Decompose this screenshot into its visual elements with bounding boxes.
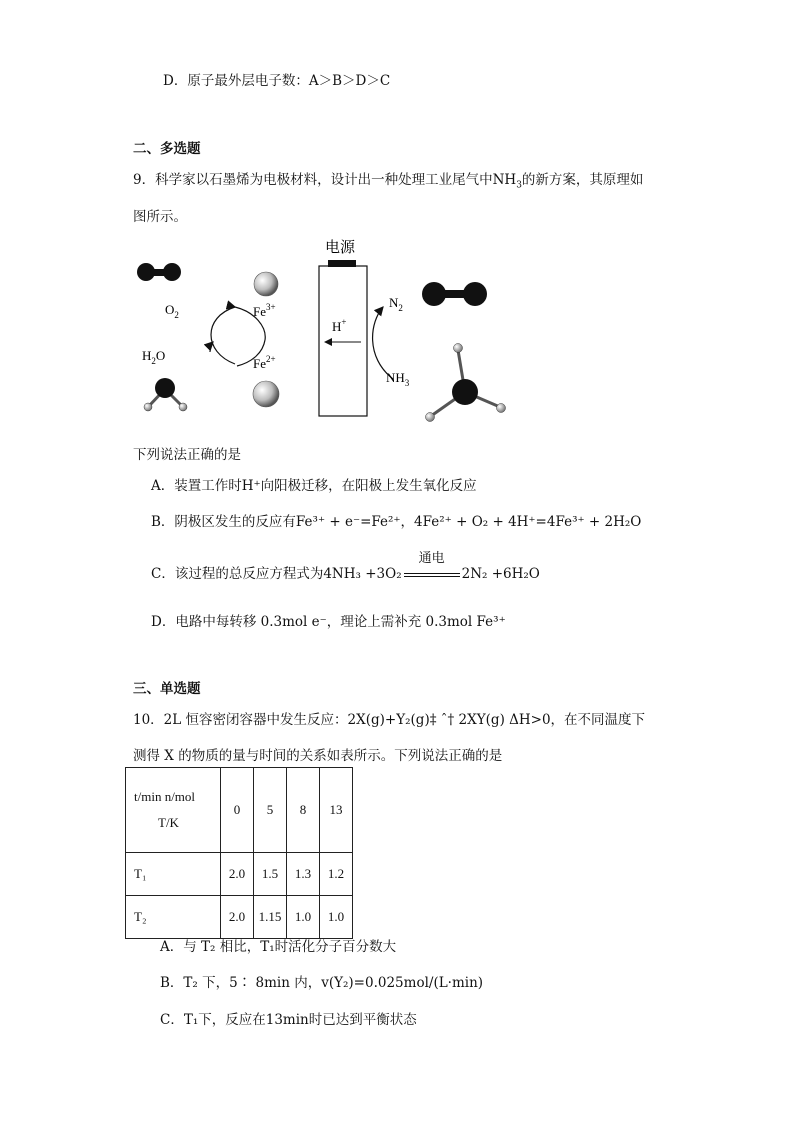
q10-option-c: C．T₁下，反应在13min时已达到平衡状态 — [160, 1012, 417, 1028]
o2-molecule — [137, 263, 181, 281]
table-header-time: 0 — [221, 768, 254, 853]
table-cell: 2.0 — [221, 853, 254, 896]
q9-stem-line2: 图所示。 — [133, 209, 187, 225]
table-header-time: 13 — [320, 768, 353, 853]
q9-prompt: 下列说法正确的是 — [133, 447, 241, 463]
q9-option-b: B．阴极区发生的反应有Fe³⁺ + e⁻=Fe²⁺，4Fe²⁺ + O₂ + 4H⁺=4Fe³⁺ + 2H₂O — [151, 514, 642, 530]
table-row-label: T₁ — [126, 853, 221, 896]
nh3-to-n2-arc — [373, 307, 393, 379]
q8-option-d: D．原子最外层电子数：A＞B＞D＞C — [163, 73, 391, 89]
h2o-molecule — [144, 378, 187, 411]
fe3-label: $Fe^{3+}$ — [253, 302, 276, 319]
table-header-time: 8 — [287, 768, 320, 853]
q9-option-a: A．装置工作时H⁺向阳极迁移，在阳极上发生氧化反应 — [151, 478, 477, 494]
table-header-corner: t/min n/mol T/K — [126, 768, 221, 853]
q10-stem-line1: 10．2L 恒容密闭容器中发生反应：2X(g)+Y₂(g)‡ ˆ† 2XY(g) ΔH>0，在不同温度下 — [133, 712, 646, 728]
section-title-single-choice: 三、单选题 — [133, 681, 201, 697]
electrolysis-condition: 通电 — [402, 566, 462, 582]
q10-data-table — [125, 767, 353, 939]
nh3-molecule — [426, 344, 506, 422]
n2-label: $N_2$ — [389, 295, 403, 313]
table-row — [126, 896, 353, 939]
table-cell: 1.0 — [287, 896, 320, 939]
section-title-multi-choice: 二、多选题 — [133, 141, 201, 157]
fe2-label: $Fe^{2+}$ — [253, 354, 276, 371]
table-cell: 1.3 — [287, 853, 320, 896]
table-header-row — [126, 768, 353, 853]
table-cell: 2.0 — [221, 896, 254, 939]
q10-option-a: A．与 T₂ 相比，T₁时活化分子百分数大 — [160, 939, 397, 955]
table-header-time: 5 — [254, 768, 287, 853]
table-row — [126, 853, 353, 896]
table-cell: 1.2 — [320, 853, 353, 896]
nh3-label: $NH_3$ — [386, 370, 410, 388]
o2-to-h2o-arc — [211, 307, 235, 364]
n2-molecule — [422, 282, 487, 306]
q9-stem-line1: 9．科学家以石墨烯为电极材料，设计出一种处理工业尾气中$NH_3$的新方案，其原理如 — [133, 172, 644, 191]
q10-option-b: B．T₂ 下，5∶ 8min 内，v(Y₂)=0.025mol/(L·min) — [160, 975, 484, 991]
table-cell: 1.0 — [320, 896, 353, 939]
equals-bar — [404, 573, 460, 577]
h2o-label: $H_2O$ — [142, 348, 166, 366]
table-cell: 1.5 — [254, 853, 287, 896]
table-cell: 1.15 — [254, 896, 287, 939]
power-source-label: 电源 — [325, 240, 356, 256]
table-row-label: T₂ — [126, 896, 221, 939]
electrolysis-diagram — [125, 232, 525, 427]
q10-stem-line2: 测得 X 的物质的量与时间的关系如表所示。下列说法正确的是 — [133, 748, 503, 764]
h-ion-label: H+ — [332, 317, 347, 334]
fe3-sphere — [254, 272, 278, 296]
q9-option-c: C．该过程的总反应方程式为4NH₃ +3O₂ 通电 2N₂ +6H₂O — [151, 551, 540, 582]
q9-option-d: D．电路中每转移 0.3mol e⁻，理论上需补充 0.3mol Fe³⁺ — [151, 614, 506, 630]
electrolysis-cell — [319, 266, 367, 416]
fe2-sphere — [253, 381, 279, 407]
o2-label: $O_2$ — [165, 302, 179, 320]
